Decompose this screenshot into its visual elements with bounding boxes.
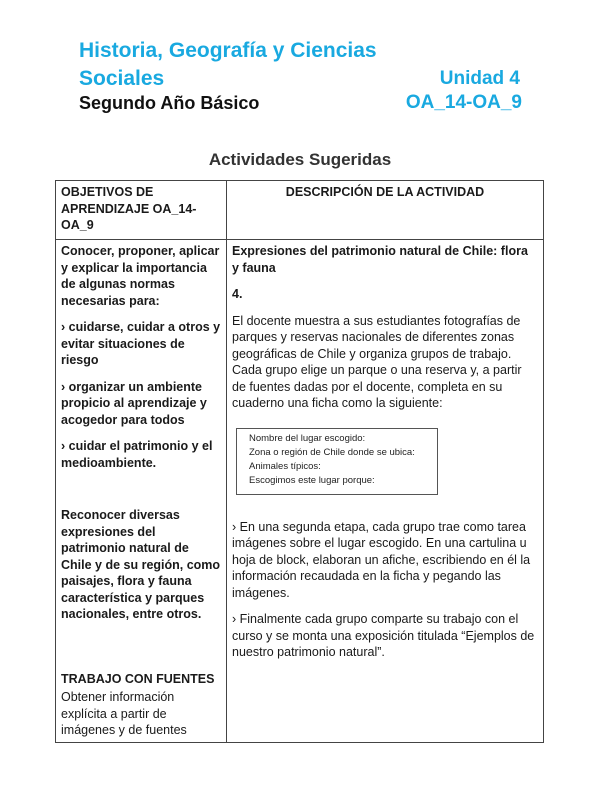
objective-intro: Conocer, proponer, aplicar y explicar la importancia de algunas normas necesarias para: [61,244,220,308]
form-example [236,428,438,495]
subject-title-line2: Sociales [79,67,165,90]
objectives-header: OBJETIVOS DE APRENDIZAJE OA_14-OA_9 [56,181,227,240]
unit-label: Unidad 4 [439,68,520,89]
activity-paragraph-2: › En una segunda etapa, cada grupo trae como tarea imágenes sobre el lugar escogido. En una cartulina u hoja de block, elaboran un afiche, escribiendo en él la información recaudada en la ficha y pegando las imágenes. [232,519,531,600]
activity-number: 4. [232,287,243,301]
objectives-cell [56,240,227,743]
form-line: Animales típicos: [249,460,321,472]
description-header: DESCRIPCIÓN DE LA ACTIVIDAD [227,181,544,240]
sources-description: Obtener información explícita a partir de imágenes y de fuentes [61,690,187,737]
objective-code: OA_14-OA_9 [405,92,522,113]
grade-label: Segundo Año Básico [79,93,260,113]
table-header-row [56,181,544,240]
description-cell [227,240,544,743]
sources-title: TRABAJO CON FUENTES [61,671,215,686]
objective-bullet-2: › organizar un ambiente propicio al aprendizaje y acogedor para todos [61,379,207,427]
objective-bullet-3: › cuidar el patrimonio y el medioambiente. [61,439,213,470]
form-line: Zona o región de Chile donde se ubica: [249,446,415,458]
form-line: Escogimos este lugar porque: [249,474,375,486]
objective-bullet-1: › cuidarse, cuidar a otros y evitar situaciones de riesgo [61,320,221,367]
activity-paragraph-1: El docente muestra a sus estudiantes fotografías de parques y reservas nacionales de diferentes zonas geográficas de Chile y organiza grupos de trabajo. Cada grupo elige un parque o una reserva y, a partir de fuentes dadas por el docente, completa en su cuaderno una ficha como la siguiente: [232,313,522,410]
activity-title: Expresiones del patrimonio natural de Chile: flora y fauna [232,244,528,275]
section-title: Actividades Sugeridas [208,150,392,169]
objective-second: Reconocer diversas expresiones del patrimonio natural de Chile y de su región, como paisajes, flora y fauna característica y parques nacionales, entre otros. [61,508,221,621]
form-line: Nombre del lugar escogido: [249,432,366,444]
subject-title: Historia, Geografía y Ciencias [79,39,377,62]
activities-table [55,180,544,743]
activity-paragraph-3: › Finalmente cada grupo comparte su trabajo con el curso y se monta una exposición titulada “Ejemplos de nuestro patrimonio natural”. [232,612,535,659]
table-row [56,240,544,743]
